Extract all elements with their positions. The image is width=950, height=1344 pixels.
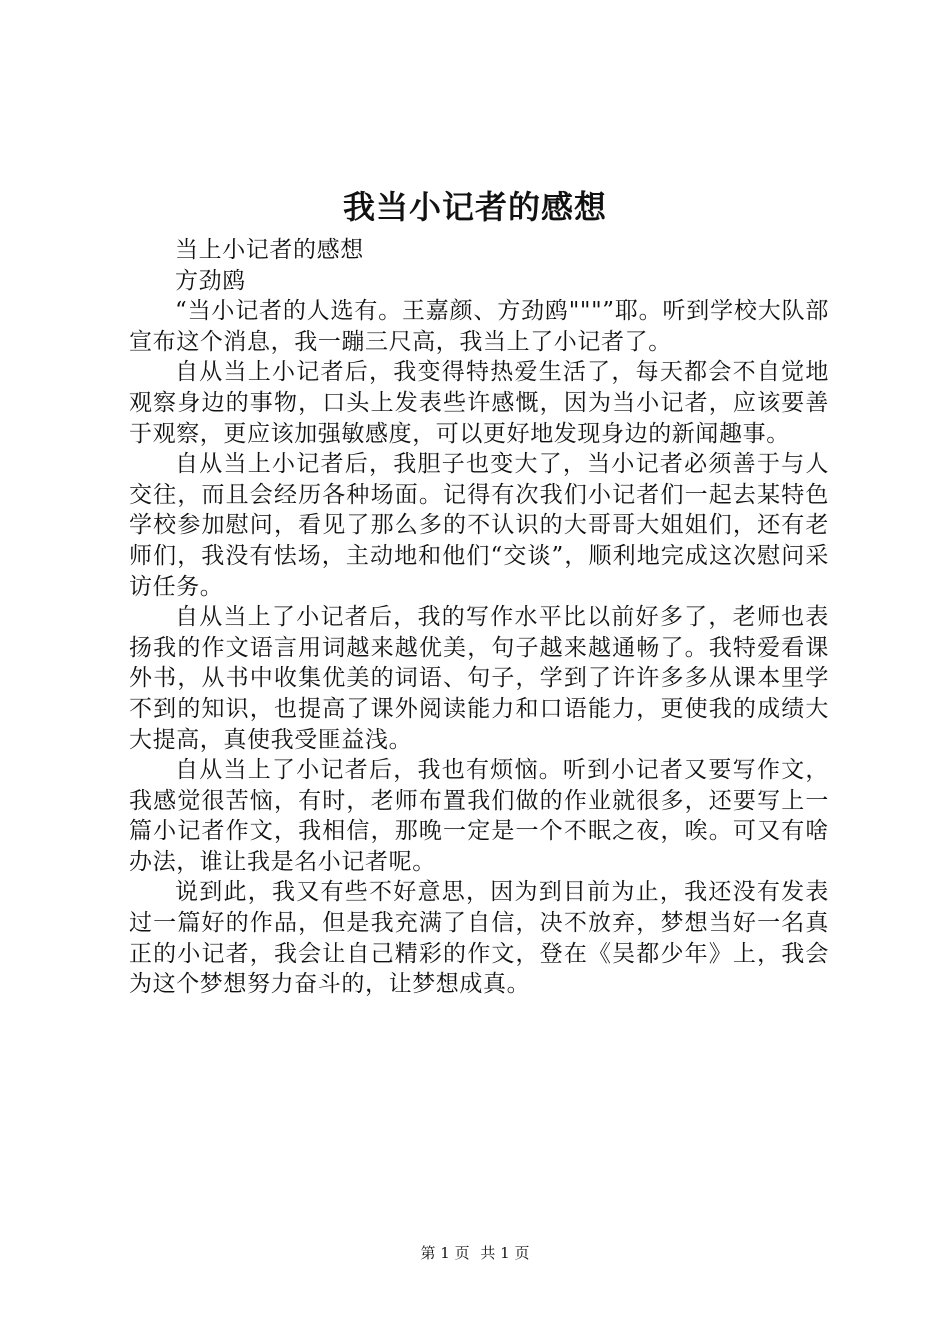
body-paragraph: 说到此，我又有些不好意思，因为到目前为止，我还没有发表过一篇好的作品，但是我充满了自信，决不放弃，梦想当好一名真正的小记者，我会让自己精彩的作文，登在《吴都少年》上，我会为这个梦想努力奋斗的，让梦想成真。 [129, 879, 829, 998]
page-total: 共 1 页 [480, 1244, 530, 1262]
page-footer [0, 1243, 950, 1263]
subtitle-paragraph: 当上小记者的感想 [175, 237, 364, 263]
body-paragraph: 自从当上了小记者后，我也有烦恼。听到小记者又要写作文，我感觉很苦恼，有时，老师布置我们做的作业就很多，还要写上一篇小记者作文，我相信，那晚一定是一个不眠之夜，唉。可又有啥办法，谁让我是名小记者呢。 [129, 757, 829, 875]
document-body [129, 235, 829, 1000]
document-title: 我当小记者的感想 [342, 188, 607, 226]
author-paragraph: 方劲鸥 [175, 267, 246, 294]
body-paragraph: “当小记者的人选有。王嘉颜、方劲鸥"""”耶。听到学校大队部宣布这个消息，我一蹦三尺高，我当上了小记者了。 [129, 298, 829, 355]
body-paragraph: 自从当上小记者后，我变得特热爱生活了，每天都会不自觉地观察身边的事物，口头上发表些许感慨，因为当小记者，应该要善于观察，更应该加强敏感度，可以更好地发现身边的新闻趣事。 [129, 359, 829, 447]
body-paragraph: 自从当上了小记者后，我的写作水平比以前好多了，老师也表扬我的作文语言用词越来越优美，句子越来越通畅了。我特爱看课外书，从书中收集优美的词语、句子，学到了许许多多从课本里学不到的知识，也提高了课外阅读能力和口语能力，更使我的成绩大大提高，真使我受匪益浅。 [129, 604, 829, 753]
page-number: 第 1 页 [420, 1244, 470, 1262]
body-paragraph: 自从当上小记者后，我胆子也变大了，当小记者必须善于与人交往，而且会经历各种场面。记得有次我们小记者们一起去某特色学校参加慰问，看见了那么多的不认识的大哥哥大姐姐们，还有老师们，我没有怯场，主动地和他们“交谈”，顺利地完成这次慰问采访任务。 [129, 451, 829, 600]
